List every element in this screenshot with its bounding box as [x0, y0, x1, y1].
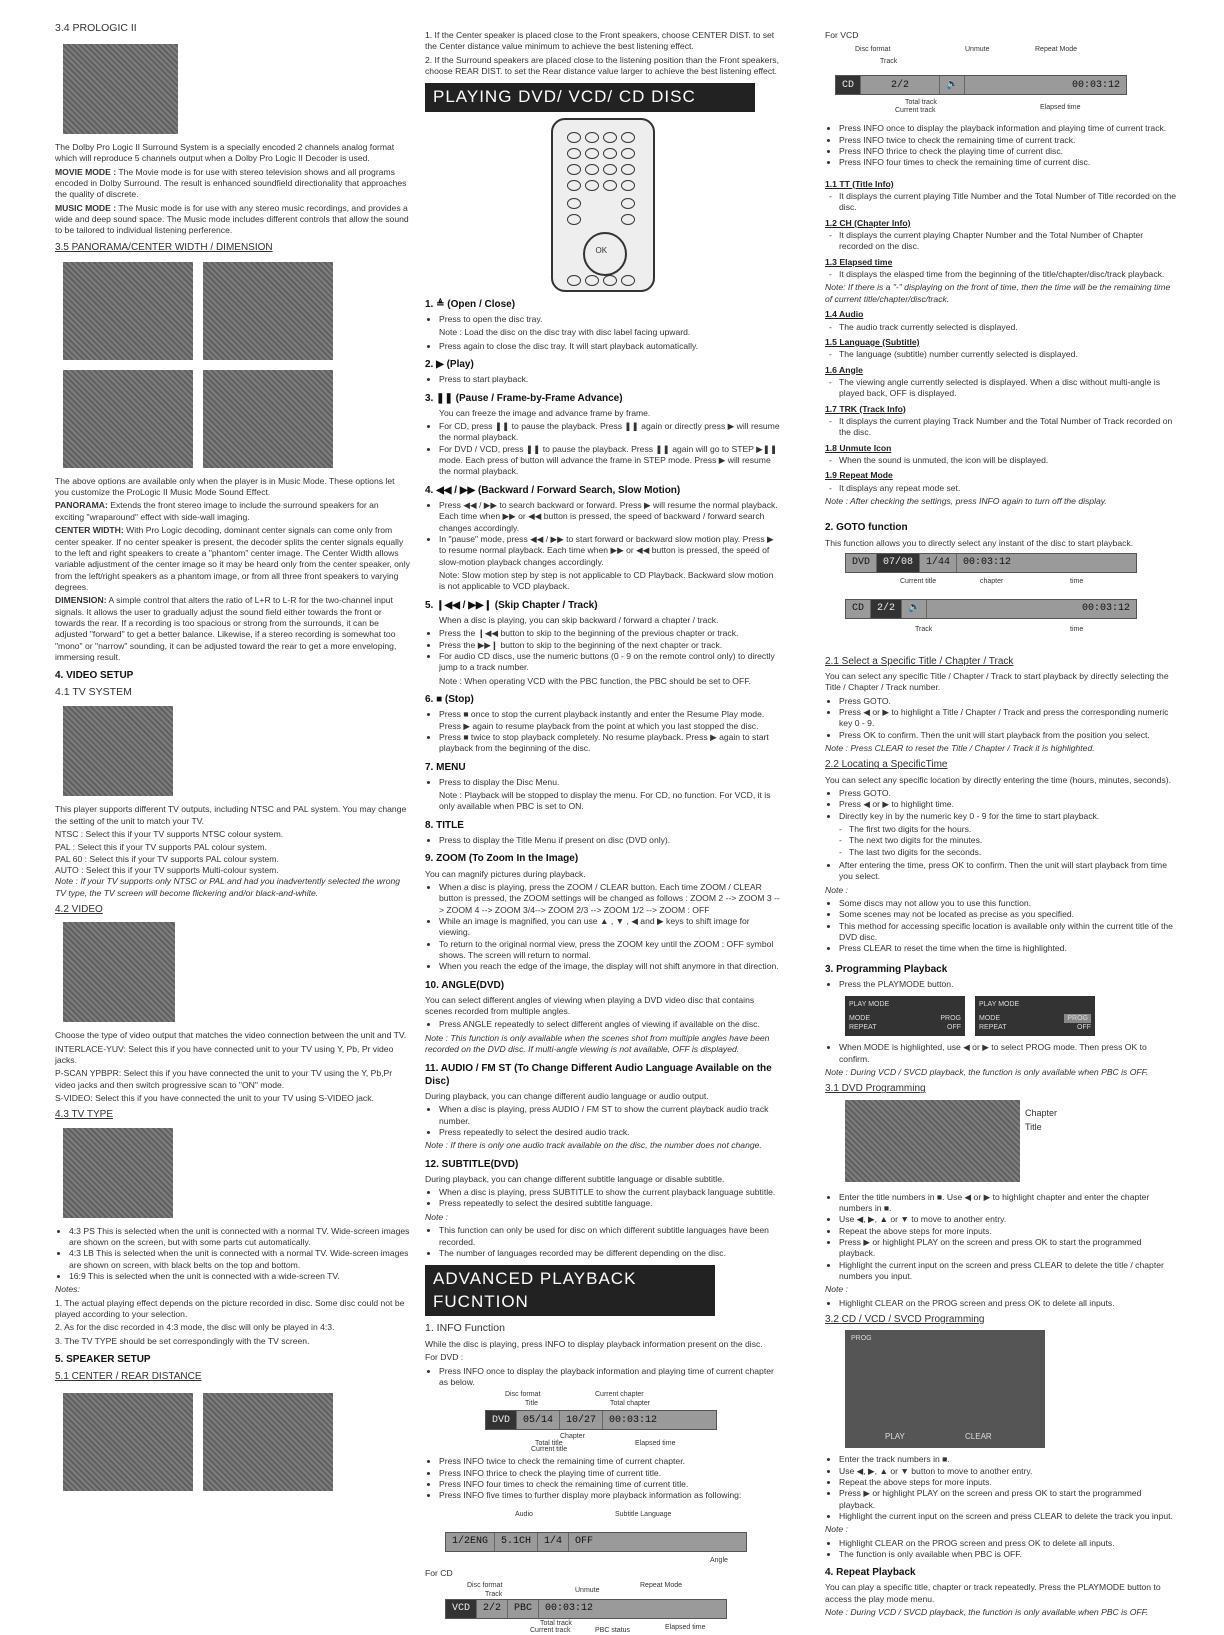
section-heading: 3. Programming Playback	[825, 963, 948, 975]
list-item: • Press ■ twice to stop playback completely. No resume playback. Press ▶ again to start playback from the beginning of the disc.	[439, 732, 780, 755]
list-item: - It displays the current playing Title Number and the Total Number of Title recorded on the disc.	[839, 191, 1177, 214]
section-heading: 4. Repeat Playback	[825, 1567, 916, 1579]
osd-label: Total track	[540, 1620, 572, 1628]
paragraph: The Dolby Pro Logic II Surround System is a specially encoded 2 channels analog format which will reproduce 5 channels output when a Dolby Pro Logic II Decoder is used.	[55, 141, 395, 164]
osd-diagram-vcd	[835, 43, 1135, 119]
column-2	[425, 30, 780, 1633]
osd-label: Repeat Mode	[1035, 46, 1078, 54]
osd-label: Disc format	[855, 46, 891, 54]
setup-screen-image	[63, 262, 193, 360]
list-item: • Press INFO thrice to check the playing time of current title.	[439, 1468, 780, 1479]
list-item: • Press INFO once to display the playback information and playing time of current track.	[839, 123, 1177, 134]
item-heading: 1. ≜ (Open / Close)	[425, 298, 516, 310]
list-item: • Press to open the disc tray.	[439, 314, 780, 325]
list-item: - The next two digits for the minutes.	[849, 835, 1177, 846]
paragraph: For CD	[425, 1567, 453, 1578]
osd-field: 5.1CH	[495, 1533, 538, 1551]
paragraph: DIMENSION: A simple control that alters the ratio of L+R to L-R for the two-channel input signals. It allows the user to gradually adjust the sound field either towards the front or towards the rear. If a recording is too spacious or strong from the surrounds, it can be adjusted "forward" to get a better balance. Likewise, if a stereo recording is somewhat too "mono" or "narrow" sounding, it can be adjusted toward the rear to get a more enveloping, immersing result.	[55, 595, 397, 662]
list-item: • 16:9 This is selected when the unit is connected with a wide-screen TV.	[69, 1271, 410, 1282]
paragraph: PAL : Select this if your TV supports PAL colour system.	[55, 842, 267, 853]
list-item: • Highlight the current input on the screen and press CLEAR to delete the track you input.	[839, 1511, 1177, 1522]
paragraph: PANORAMA: Extends the front stereo image to include the surround speakers for an exciting "wraparound" effect with side-wall imaging.	[55, 500, 379, 522]
list-item: • Press INFO once to display the playback information and playing time of current chapter as below.	[439, 1366, 780, 1389]
note: Note : Playback will be stopped to display the menu. For CD, no function. For VCD, it is only available when PBC is set to ON.	[439, 790, 771, 812]
subsection-heading: 1.3 Elapsed time	[825, 256, 893, 267]
note: Note: If there is a "-" displaying on the front of time, then the time will be the remaining time of current title/chapter/disc/track.	[825, 282, 1171, 304]
list-item: • The function is only available when PBC is OFF.	[839, 1549, 1177, 1560]
osd-diagram-cd	[445, 1581, 725, 1633]
osd-label: Chapter	[560, 1433, 585, 1441]
list-item: • Press INFO twice to check the remaining time of current track.	[839, 135, 1177, 146]
list-item: • Press ◀◀ / ▶▶ to search backward or forward. Press ▶ will resume the normal playback. Each time when ▶▶ or ◀◀ button is pressed, the speed of backward / forward search changes accordingly.	[439, 500, 780, 534]
list-item: • This function can only be used for disc on which different subtitle languages have been recorded.	[439, 1225, 780, 1248]
note: Note :	[825, 884, 848, 895]
paragraph: Choose the type of video output that matches the video connection between the unit and TV.	[55, 1030, 407, 1041]
section-banner: PLAYING DVD/ VCD/ CD DISC	[425, 83, 755, 111]
osd-bar	[445, 1599, 727, 1619]
list-item: • Use ◀, ▶, ▲ or ▼ to move to another entry.	[839, 1214, 1177, 1225]
list-item: - The language (subtitle) number currently selected is displayed.	[839, 349, 1177, 360]
subsection-heading: 1.7 TRK (Track Info)	[825, 403, 906, 414]
list-item: - It displays any repeat mode set.	[839, 483, 1177, 494]
item-heading: 6. ■ (Stop)	[425, 694, 474, 705]
osd-label: PBC status	[595, 1627, 631, 1635]
item-heading: 5. ❙◀◀ / ▶▶❙ (Skip Chapter / Track)	[425, 599, 598, 611]
paragraph: The above options are available only when the player is in Music Mode. These options let you customize the ProLogic II Music Mode Sound Effect.	[55, 475, 395, 498]
list-item: • Press INFO five times to further display more playback information as following:	[439, 1490, 780, 1501]
note: Note : When operating VCD with the PBC function, the PBC should be set to OFF.	[439, 675, 751, 686]
subsection-heading: 1.6 Angle	[825, 364, 863, 375]
list-item: • Repeat the above steps for more inputs.	[839, 1226, 1177, 1237]
list-item: • Press GOTO.	[839, 696, 1177, 707]
column-1	[55, 18, 410, 1491]
list-item: • Press repeatedly to select the desired subtitle language.	[439, 1198, 780, 1209]
osd-field: 00:03:12	[609, 1414, 658, 1426]
osd-field: 1/2ENG	[446, 1533, 495, 1551]
paragraph: You can magnify pictures during playback.	[425, 868, 586, 879]
list-item: • Highlight CLEAR on the PROG screen and press OK to delete all inputs.	[839, 1298, 1177, 1309]
note: Note : Press CLEAR to reset the Title / Chapter / Track it is highlighted.	[825, 743, 1095, 754]
subsection-heading: 1.8 Unmute Icon	[825, 442, 892, 453]
remote-control-image	[551, 118, 655, 292]
osd-label: Current track	[530, 1627, 571, 1635]
list-item: • Press ▶ or highlight PLAY on the screen and press OK to start the programmed playback.	[839, 1488, 1177, 1511]
osd-label: Current track	[895, 107, 936, 115]
list-item: • Press INFO four times to check the remaining time of current disc.	[839, 157, 1177, 168]
play-mode-screen: PLAY MODE MODE PROG REPEAT OFF	[845, 996, 965, 1036]
list-item: • Press the PLAYMODE button.	[839, 979, 1177, 990]
osd-label: Track	[915, 625, 933, 633]
list-item: • Press ANGLE repeatedly to select different angles of viewing if available on the disc.	[439, 1019, 780, 1030]
paragraph: 2. If the Surround speakers are placed close to the listening position than the Front speakers, choose REAR DIST. to set the Rear distance value larger to achieve the best listening effect.	[425, 54, 779, 77]
subsection-heading: 2.1 Select a Specific Title / Chapter / Track	[825, 655, 1014, 667]
paragraph: MOVIE MODE : The Movie mode is for use with stereo television shows and all programs encoded in Dolby Surround. The result is enhanced soundfield directionality that approaches the quality of discrete.	[55, 166, 407, 200]
setup-screen-image	[203, 370, 333, 468]
cd-prog-screen: PROG PLAY CLEAR	[845, 1330, 1045, 1448]
list-item: • For DVD / VCD, press ❚❚ to pause the playback. Press ❚❚ again will go to STEP ▶❚❚ mode. Each press of button will advance the frame in STEP mode. Press ▶ will resume the normal playback.	[439, 444, 780, 478]
osd-field: DVD	[846, 554, 877, 572]
tv-type-list	[55, 1226, 410, 1283]
osd-field: CD	[846, 600, 871, 618]
osd-label: Elapsed time	[1040, 104, 1081, 112]
osd-diagram-more	[445, 1510, 745, 1568]
osd-bar	[835, 75, 1127, 95]
item-heading: 10. ANGLE(DVD)	[425, 979, 505, 991]
list-item: • Some scenes may not be located as precise as you specified.	[839, 909, 1177, 920]
osd-field: 00:03:12	[545, 1603, 594, 1615]
osd-label: Disc format	[505, 1391, 541, 1399]
note: Note :	[825, 1524, 848, 1535]
osd-bar	[445, 1532, 747, 1552]
item-heading: 11. AUDIO / FM ST (To Change Different Audio Language Available on the Disc)	[425, 1062, 772, 1087]
osd-label: Current title	[531, 1446, 568, 1454]
osd-label: Unmute	[575, 1587, 600, 1595]
subsection-heading: 1.4 Audio	[825, 309, 864, 320]
list-item: • Press the ▶▶❙ button to skip to the beginning of the next chapter or track.	[439, 640, 780, 651]
osd-label: time	[1070, 577, 1084, 585]
item-heading: 12. SUBTITLE(DVD)	[425, 1158, 519, 1170]
item-heading: 8. TITLE	[425, 819, 464, 831]
osd-label: Subtitle Language	[615, 1510, 672, 1518]
subsection-heading: 3.1 DVD Programming	[825, 1083, 926, 1095]
osd-field: 00:03:12	[963, 557, 1012, 569]
subsection-heading: 1.9 Repeat Mode	[825, 470, 893, 481]
osd-label: Repeat Mode	[640, 1582, 683, 1590]
list-item: • Press INFO four times to check the remaining time of current title.	[439, 1479, 780, 1490]
setup-screen-image	[63, 1393, 193, 1491]
list-item: - It displays the current playing Track Number and the Total Number of Track recorded on the disc.	[839, 416, 1177, 439]
note: Note : During VCD / SVCD playback, the function is only available when PBC is OFF.	[825, 1067, 1149, 1077]
setup-screen-image	[63, 1128, 173, 1218]
goto-diagram	[845, 553, 1145, 649]
setup-screen-image	[63, 370, 193, 468]
column-3	[825, 30, 1177, 1620]
section-heading: 4.1 TV SYSTEM	[55, 686, 132, 699]
paragraph: When a disc is playing, you can skip backward / forward a chapter / track.	[439, 614, 719, 625]
subsection-heading: 2.2 Locating a SpecificTime	[825, 759, 948, 771]
list-item: • When you reach the edge of the image, the display will not shift anymore in that direction.	[439, 961, 780, 972]
paragraph: CENTER WIDTH: With Pro Logic decoding, dominant center signals can come only from center speaker. If no center speaker is present, the decoder splits the center signals equally to the left and right speakers to create a "phantom" center image. The Center Width allows variable adjustment of the center image so it may be heard only from the center speaker, only from the left/right speakers as a phantom image, or from all three front speakers to varying degrees.	[55, 525, 410, 592]
osd-field: VCD	[446, 1600, 477, 1618]
paragraph: You can select any specific Title / Chapter / Track to start playback by directly selecting the Title / Chapter / Track number.	[825, 671, 1169, 693]
osd-label: Title	[1025, 1121, 1042, 1132]
section-heading: 5.1 CENTER / REAR DISTANCE	[55, 1371, 202, 1383]
paragraph: You can select any specific location by directly entering the time (hours, minutes, seconds).	[825, 774, 1171, 785]
paragraph: For VCD	[825, 30, 859, 40]
list-item: - The viewing angle currently selected is displayed. When a disc without multi-angle is played back, OFF is displayed.	[839, 377, 1177, 400]
list-item: • Press ◀ or ▶ to highlight a Title / Chapter / Track and press the corresponding numeric key 0 - 9.	[839, 707, 1177, 730]
osd-label: Current title	[900, 577, 937, 585]
setup-screen-image	[63, 706, 173, 796]
subsection-heading: 1.2 CH (Chapter Info)	[825, 217, 911, 228]
prog-clear-button[interactable]: CLEAR	[965, 1431, 992, 1441]
list-item: • When MODE is highlighted, use ◀ or ▶ to select PROG mode. Then press OK to confirm.	[839, 1042, 1177, 1065]
section-heading: 4. VIDEO SETUP	[55, 670, 134, 682]
list-item: • Press ■ once to stop the current playback instantly and enter the Resume Play mode. Press ▶ again to resume playback from the point at which you last stopped the disc.	[439, 709, 780, 732]
item-heading: 2. ▶ (Play)	[425, 359, 474, 371]
note: Note : After checking the settings, press INFO again to turn off the display.	[825, 495, 1107, 506]
item-heading: 3. ❚❚ (Pause / Frame-by-Frame Advance)	[425, 392, 623, 404]
list-item: • Press to start playback.	[439, 374, 780, 385]
list-item: - It displays the elasped time from the beginning of the title/chapter/disc/track playback.	[839, 269, 1177, 280]
osd-field: 10/27	[560, 1411, 603, 1429]
list-item: • Press GOTO.	[839, 788, 1177, 799]
osd-field: DVD	[486, 1411, 517, 1429]
list-item: • Repeat the above steps for more inputs.	[839, 1477, 1177, 1488]
paragraph: S-VIDEO: Select this if you have connected the unit to your TV using S-VIDEO jack.	[55, 1093, 374, 1103]
list-item: • In "pause" mode, press ◀◀ / ▶▶ to start forward or backward slow motion play. Press ▶ to resume normal playback. Each time when ▶▶ or ◀◀ button is pressed, the speed of slow-motion playback changes accordingly.	[439, 534, 780, 568]
list-item: • Press the ❙◀◀ button to skip to the beginning of the previous chapter or track.	[439, 628, 780, 639]
list-item: - The audio track currently selected is displayed.	[839, 322, 1177, 333]
paragraph: AUTO : Select this if your TV supports Multi-colour system.	[55, 865, 279, 876]
item-heading: 7. MENU	[425, 761, 466, 773]
osd-label: Track	[485, 1591, 503, 1599]
setup-screen-image	[203, 1393, 333, 1491]
list-item: • 4:3 PS This is selected when the unit is connected with a normal TV. Wide-screen images are shown on the screen, but with some parts cut automatically.	[69, 1226, 410, 1249]
list-item: - The first two digits for the hours.	[849, 824, 1177, 835]
list-item: - The last two digits for the seconds.	[849, 847, 1177, 858]
section-heading: 3.4 PROLOGIC II	[55, 22, 137, 34]
list-item: • Use ◀, ▶, ▲ or ▼ button to move to another entry.	[839, 1466, 1177, 1477]
list-item: • When a disc is playing, press SUBTITLE to show the current playback language subtitle.	[439, 1187, 780, 1198]
osd-bar	[845, 553, 1137, 573]
section-heading: 2. GOTO function	[825, 522, 908, 534]
prog-play-button[interactable]: PLAY	[885, 1431, 905, 1441]
osd-field: 1/44	[920, 554, 957, 572]
osd-field: 05/14	[517, 1411, 560, 1429]
note: Note : If there is only one audio track available on the disc, the number does not change.	[425, 1140, 762, 1151]
list-item: • Press ◀ or ▶ to highlight time.	[839, 799, 1177, 810]
osd-label: Track	[880, 58, 898, 66]
setup-screens	[63, 1393, 333, 1491]
osd-field: 2/2	[861, 76, 940, 94]
paragraph: 1. If the Center speaker is placed close to the Front speakers, choose CENTER DIST. to set the Center distance value minimum to achieve the best listening effect.	[425, 30, 775, 52]
speaker-icon: 🔈	[940, 76, 965, 94]
osd-field: CD	[836, 76, 861, 94]
list-item: • Press repeatedly to select the desired audio track.	[439, 1127, 780, 1138]
osd-diagram-dvd	[485, 1390, 735, 1452]
osd-field: OFF	[575, 1536, 594, 1548]
list-item: - When the sound is unmuted, the icon will be displayed.	[839, 455, 1177, 466]
list-item: • Press to display the Disc Menu.	[439, 777, 780, 788]
list-item: • Press INFO twice to check the remaining time of current chapter.	[439, 1456, 780, 1467]
osd-label: Title	[525, 1400, 538, 1408]
list-item: • Press INFO thrice to check the playing time of current disc.	[839, 146, 1177, 157]
osd-field: PBC	[508, 1600, 539, 1618]
list-item: • Highlight the current input on the screen and press CLEAR to delete the title / chapter numbers you input.	[839, 1260, 1177, 1283]
list-item: • Press ▶ or highlight PLAY on the screen and press OK to start the programmed playback.	[839, 1237, 1177, 1260]
paragraph: 1. The actual playing effect depends on the picture recorded in disc. Some disc could not be played according to your selection.	[55, 1297, 405, 1319]
item-heading: 9. ZOOM (To Zoom In the Image)	[425, 853, 579, 865]
paragraph: You can play a specific title, chapter or track repeatedly. Press the PLAYMODE button to access the play mode menu.	[825, 1582, 1161, 1604]
note: Note :	[425, 1211, 448, 1222]
list-item: - It displays the current playing Chapter Number and the Total Number of Chapter recorded on the disc.	[839, 230, 1177, 253]
osd-label: Chapter	[1025, 1107, 1058, 1118]
section-heading: 1. INFO Function	[425, 1322, 505, 1335]
osd-label: chapter	[980, 577, 1004, 585]
osd-field: 00:03:12	[1081, 603, 1130, 615]
note: Note: Slow motion step by step is not applicable to CD Playback. Backward slow motion is not applicable to VCD playback.	[439, 570, 774, 592]
list-item: • Press OK to confirm. Then the unit will start playback from the position you select.	[839, 730, 1177, 741]
play-mode-screen: PLAY MODE MODE PROG REPEAT OFF	[975, 996, 1095, 1036]
osd-label: Elapsed time	[635, 1440, 676, 1448]
osd-label: Angle	[710, 1556, 728, 1564]
paragraph: P-SCAN YPBPR: Select this if you have connected the unit to your TV using the Y, Pb,Pr video jacks and then switch progressive scan to "ON" mode.	[55, 1068, 393, 1090]
paragraph: During playback, you can change different audio language or audio output.	[425, 1090, 709, 1101]
paragraph: MUSIC MODE : The Music mode is for use with any stereo music recordings, and provides a wide and deep sound space. The Music mode includes different controls that allow the sound to be tailored to individual listening perference.	[55, 202, 409, 236]
paragraph: For DVD :	[425, 1352, 464, 1363]
list-item: • While an image is magnified, you can use ▲ , ▼ , ◀ and ▶ keys to shift image for viewing.	[439, 916, 780, 939]
subsection-heading: 3.2 CD / VCD / SVCD Programming	[825, 1313, 985, 1325]
list-item: • For audio CD discs, use the numeric buttons (0 - 9 on the remote control only) to directly jump to a track number.	[439, 651, 780, 674]
list-item: • Enter the track numbers in ■.	[839, 1454, 1177, 1465]
setup-screen-image	[63, 44, 178, 134]
list-item: • After entering the time, press OK to confirm. Then the unit will start playback from time you select.	[839, 860, 1177, 883]
section-heading: 4.3 TV TYPE	[55, 1109, 113, 1121]
paragraph: During playback, you can change different subtitle language or disable subtitle.	[425, 1173, 725, 1184]
note: Note : Load the disc on the disc tray with disc label facing upward.	[439, 327, 691, 338]
osd-label: Elapsed time	[665, 1624, 706, 1632]
paragraph: You can select different angles of viewing when playing a DVD video disc that contains scenes recorded from multiple angles.	[425, 994, 755, 1017]
subsection-heading: 1.5 Language (Subtitle)	[825, 336, 920, 347]
list-item: • When a disc is playing, press AUDIO / FM ST to show the current playback audio track number.	[439, 1104, 780, 1127]
osd-label: Disc format	[467, 1582, 503, 1590]
list-item: • Some discs may not allow you to use this function.	[839, 898, 1177, 909]
paragraph: PAL 60 : Select this if your TV supports PAL colour system.	[55, 853, 279, 864]
paragraph: While the disc is playing, press INFO to display playback information present on the disc.	[425, 1338, 763, 1349]
osd-field: 1/4	[538, 1533, 569, 1551]
paragraph: INTERLACE-YUV: Select this if you have connected unit to your TV using Y, Pb, Pr video jacks.	[55, 1043, 394, 1065]
osd-bar	[485, 1410, 717, 1430]
note: Note : If your TV supports only NTSC or PAL and had you inadvertently selected the wrong TV type, the TV screen will become flickering and/or black-and-white.	[55, 876, 401, 898]
note: Note : During VCD / SVCD playback, the function is only available when PBC is OFF.	[825, 1607, 1149, 1618]
note: Note :	[825, 1284, 848, 1295]
section-heading: 3.5 PANORAMA/CENTER WIDTH / DIMENSION	[55, 241, 273, 253]
osd-field: 00:03:12	[1071, 79, 1120, 91]
list-item: • Press to display the Title Menu if present on disc (DVD only).	[439, 835, 780, 846]
list-item: • To return to the original normal view, press the ZOOM key until the ZOOM : OFF symbol shows. The screen will return to normal.	[439, 939, 780, 962]
subsection-heading: 1.1 TT (Title Info)	[825, 178, 894, 189]
section-heading: 4.2 VIDEO	[55, 904, 103, 916]
osd-label: Unmute	[965, 46, 990, 54]
osd-bar	[845, 599, 1137, 619]
paragraph: You can freeze the image and advance frame by frame.	[439, 407, 651, 418]
list-item: • Enter the title numbers in ■. Use ◀ or ▶ to highlight chapter and enter the chapter numbers in ■.	[839, 1192, 1177, 1215]
setup-screen-image	[203, 262, 333, 360]
osd-label: Total title	[535, 1440, 563, 1448]
paragraph: This function allows you to directly select any instant of the disc to start playback.	[825, 537, 1134, 548]
dvd-prog-screen	[845, 1100, 1177, 1186]
section-heading: 5. SPEAKER SETUP	[55, 1353, 151, 1365]
list-item: • Highlight CLEAR on the PROG screen and press OK to delete all inputs.	[839, 1538, 1177, 1549]
osd-label: Total chapter	[610, 1400, 651, 1408]
osd-field: 07/08	[877, 554, 920, 572]
paragraph: This player supports different TV outputs, including NTSC and PAL system. You may change the setting of the unit to match your TV.	[55, 804, 407, 826]
list-item: • Press again to close the disc tray. It will start playback automatically.	[439, 341, 780, 352]
list-item: • For CD, press ❚❚ to pause the playback. Press ❚❚ again or directly press ▶ will resume the normal playback.	[439, 421, 780, 444]
section-banner: ADVANCED PLAYBACK FUCNTION	[425, 1265, 715, 1316]
notes-label: Notes:	[55, 1284, 80, 1295]
dvd-prog-image	[845, 1100, 1020, 1182]
play-mode-screens	[845, 996, 1177, 1036]
list-item: • This method for accessing specific location is available only within the current title of the DVD disc.	[839, 921, 1177, 944]
list-item: • When a disc is playing, press the ZOOM / CLEAR button. Each time ZOOM / CLEAR button is pressed, the ZOOM settings will be changed as follows : ZOOM 2 --> ZOOM 3 --> ZOOM 4 --> ZOOM 3/4--> ZOOM 2/3 --> ZOOM 1/2 --> ZOOM : OFF	[439, 882, 780, 916]
speaker-icon: 🔈	[902, 600, 927, 618]
osd-field: 2/2	[477, 1600, 508, 1618]
osd-label: Total track	[905, 99, 937, 107]
paragraph: 2. As for the disc recorded in 4:3 mode, the disc will only be played in 4:3.	[55, 1322, 335, 1333]
setup-screen-image	[63, 922, 175, 1022]
list-item: • Press CLEAR to reset the time when the time is highlighted.	[839, 943, 1177, 954]
list-item: • 4:3 LB This is selected when the unit is connected with a normal TV. Wide-screen images are shown on screen, with black belts on the top and bottom.	[69, 1248, 410, 1271]
setup-screens	[63, 262, 333, 468]
osd-label: Audio	[515, 1510, 533, 1518]
osd-label: Current chapter	[595, 1391, 644, 1399]
list-item: • Directly key in by the numeric key 0 - 9 for the time to start playback.	[839, 811, 1177, 822]
osd-field: 2/2	[871, 600, 902, 618]
note: Note : This function is only available when the scenes shot from multiple angles have been recorded on the DVD disc. If multi-angle viewing is not available, OFF is displayed.	[425, 1032, 770, 1055]
paragraph: NTSC : Select this if your TV supports NTSC colour system.	[55, 829, 284, 840]
item-heading: 4. ◀◀ / ▶▶ (Backward / Forward Search, Slow Motion)	[425, 484, 681, 496]
paragraph: 3. The TV TYPE should be set correspondingly with the TV screen.	[55, 1335, 310, 1346]
osd-label: time	[1070, 625, 1084, 633]
list-item: • The number of languages recorded may be different depending on the disc.	[439, 1248, 780, 1259]
